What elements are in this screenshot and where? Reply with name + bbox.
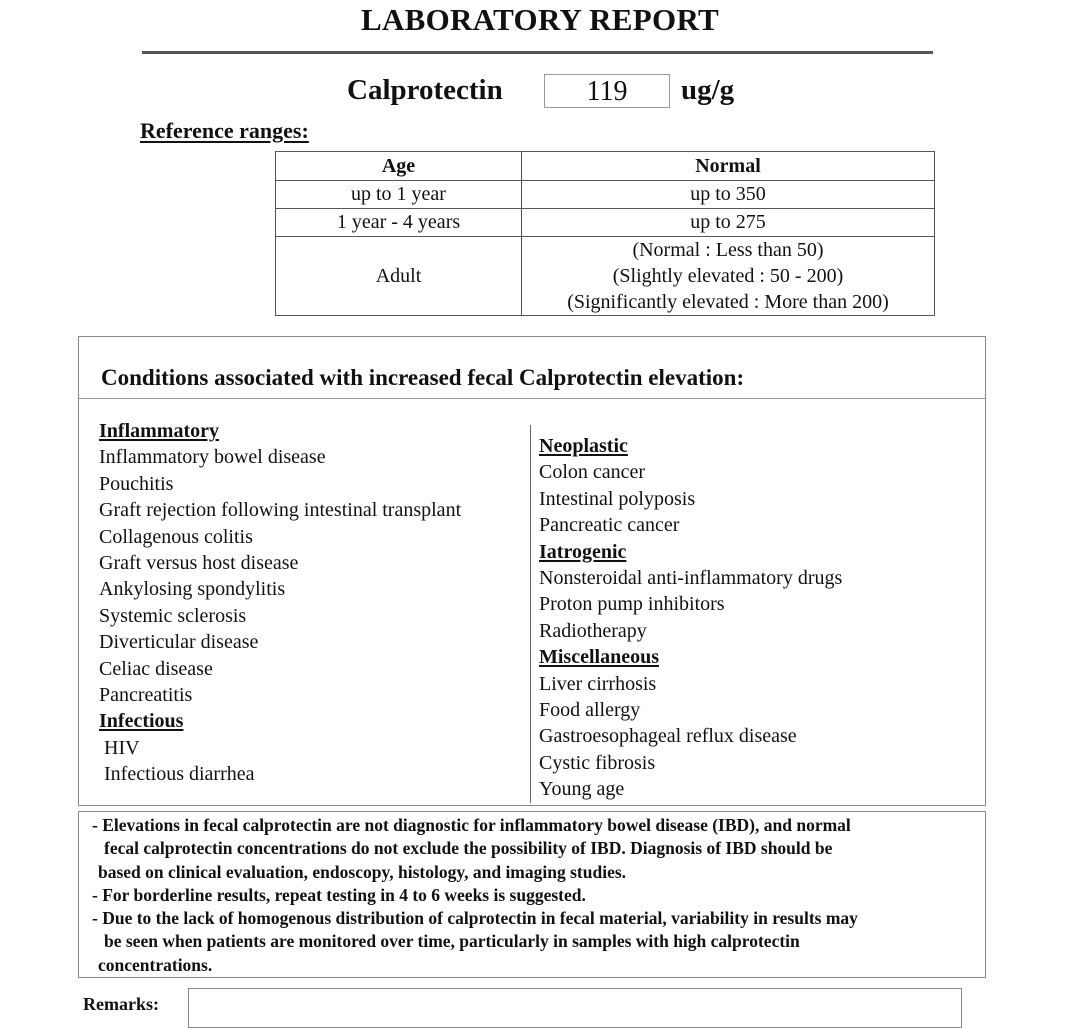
conditions-heading: Conditions associated with increased fecal Calprotectin elevation: xyxy=(101,365,745,390)
list-item: Liver cirrhosis xyxy=(539,672,657,695)
list-item: Young age xyxy=(539,778,625,801)
list-item: Graft versus host disease xyxy=(99,551,299,574)
normal-header: Normal xyxy=(522,152,935,181)
category-title: Iatrogenic xyxy=(539,540,627,563)
list-item: Diverticular disease xyxy=(99,631,259,654)
list-item: Graft rejection following intestinal transplant xyxy=(99,499,462,522)
adult-range-line: (Slightly elevated : 50 - 200) xyxy=(612,265,844,287)
list-item: Proton pump inhibitors xyxy=(539,593,725,616)
list-item: HIV xyxy=(104,736,140,759)
report-title: LABORATORY REPORT xyxy=(360,2,720,37)
normal-cell xyxy=(522,237,935,316)
remarks-field[interactable] xyxy=(188,988,962,1028)
category-title: Neoplastic xyxy=(539,435,628,457)
normal-cell: up to 350 xyxy=(522,181,935,209)
conditions-left-column xyxy=(99,418,461,787)
list-item: Cystic fibrosis xyxy=(539,751,656,774)
note-line: - Elevations in fecal calprotectin are not diagnostic for inflammatory bowel disease (IBD), and normal xyxy=(92,815,851,835)
conditions-right-column xyxy=(539,433,842,802)
analyte-name: Calprotectin xyxy=(347,74,503,106)
category-title: Inflammatory xyxy=(99,420,219,442)
list-item: Systemic sclerosis xyxy=(99,604,247,627)
list-item: Pancreatitis xyxy=(99,683,193,706)
age-cell: 1 year - 4 years xyxy=(276,209,522,237)
list-item: Food allergy xyxy=(539,698,641,721)
notes-text xyxy=(92,814,972,977)
list-item: Pouchitis xyxy=(99,472,174,495)
category-title: Infectious xyxy=(99,710,184,733)
list-item: Gastroesophageal reflux disease xyxy=(539,725,797,748)
table-row xyxy=(276,237,935,316)
reference-header-row xyxy=(276,152,935,181)
normal-cell: up to 275 xyxy=(522,209,935,237)
age-header: Age xyxy=(276,152,522,181)
list-item: Collagenous colitis xyxy=(99,525,253,548)
list-item: Colon cancer xyxy=(539,461,646,484)
column-divider xyxy=(530,425,531,803)
result-unit: ug/g xyxy=(681,74,735,106)
table-row xyxy=(276,181,935,209)
list-item: Celiac disease xyxy=(99,657,213,680)
table-row xyxy=(276,209,935,237)
note-line: concentrations. xyxy=(98,954,213,975)
conditions-divider xyxy=(79,398,985,399)
note-line: based on clinical evaluation, endoscopy, histology, and imaging studies. xyxy=(98,861,627,882)
adult-range-line: (Significantly elevated : More than 200) xyxy=(567,291,889,313)
note-line: - Due to the lack of homogenous distribution of calprotectin in fecal material, variability in results may xyxy=(92,908,858,929)
remarks-label: Remarks: xyxy=(83,994,159,1014)
list-item: Radiotherapy xyxy=(539,619,647,642)
note-line: fecal calprotectin concentrations do not exclude the possibility of IBD. Diagnosis of IBD should be xyxy=(104,838,833,859)
reference-ranges-title: Reference ranges: xyxy=(140,118,309,143)
title-divider xyxy=(142,51,933,54)
list-item: Intestinal polyposis xyxy=(539,487,696,510)
list-item: Ankylosing spondylitis xyxy=(99,578,286,601)
result-value: 119 xyxy=(544,74,670,108)
list-item: Nonsteroidal anti-inflammatory drugs xyxy=(539,566,843,589)
list-item: Pancreatic cancer xyxy=(539,514,680,537)
list-item: Inflammatory bowel disease xyxy=(99,446,326,469)
adult-range-line: (Normal : Less than 50) xyxy=(632,239,824,261)
reference-table xyxy=(275,151,935,316)
list-item: Infectious diarrhea xyxy=(104,763,255,786)
age-cell: up to 1 year xyxy=(276,181,522,209)
note-line: - For borderline results, repeat testing in 4 to 6 weeks is suggested. xyxy=(92,884,586,905)
category-title: Miscellaneous xyxy=(539,646,659,669)
note-line: be seen when patients are monitored over time, particularly in samples with high calprotectin xyxy=(104,931,800,952)
age-cell: Adult xyxy=(276,237,522,316)
